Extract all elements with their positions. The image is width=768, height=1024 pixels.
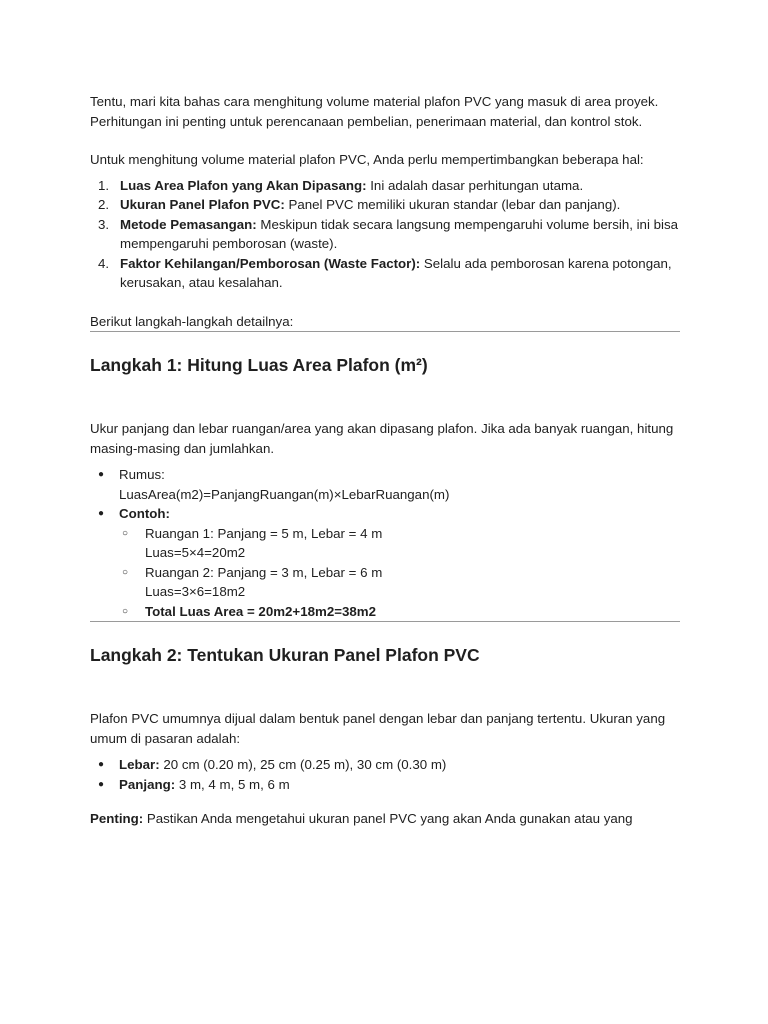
circle-bullet-icon: ○ (122, 527, 129, 539)
list-number: 2. (98, 197, 110, 212)
section1-list (90, 465, 680, 621)
example-line: Ruangan 2: Panjang = 3 m, Lebar = 6 m (145, 564, 383, 580)
penting-text: Pastikan Anda mengetahui ukuran panel PVC yang akan Anda gunakan atau yang (143, 811, 633, 826)
rumus-label: Rumus: (119, 467, 165, 482)
bullet-icon: ● (98, 508, 105, 519)
list-number: 1. (98, 177, 110, 193)
example-item (119, 563, 680, 602)
considerations-list (90, 176, 680, 293)
size-label: Panjang: (119, 776, 176, 792)
list-item (90, 254, 680, 293)
section2-paragraph: Plafon PVC umumnya dijual dalam bentuk panel dengan lebar dan panjang tertentu. Ukuran yang umum di pasaran adalah: (90, 711, 666, 746)
list-item (90, 775, 680, 795)
penting-label: Penting: (90, 811, 144, 826)
lead-paragraph: Untuk menghitung volume material plafon PVC, Anda perlu mempertimbangkan beberapa hal: (90, 152, 644, 167)
list-item (90, 176, 680, 196)
intro-paragraph: Tentu, mari kita bahas cara menghitung volume material plafon PVC yang masuk di area proyek. Perhitungan ini penting untuk perencanaan pembelian, penerimaan material, dan kontrol stok. (90, 94, 659, 129)
list-item-contoh (90, 504, 680, 621)
example-line: Ruangan 1: Panjang = 5 m, Lebar = 4 m (145, 525, 383, 541)
rumus-formula: LuasArea(m2)=PanjangRuangan(m)×LebarRuangan(m) (119, 486, 450, 502)
list-number: 3. (98, 216, 110, 232)
example-item (119, 524, 680, 563)
section1-paragraph: Ukur panjang dan lebar ruangan/area yang akan dipasang plafon. Jika ada banyak ruangan, hitung masing-masing dan jumlahkan. (90, 421, 674, 456)
section2-list (90, 755, 680, 794)
list-item-text: Ini adalah dasar perhitungan utama. (366, 177, 584, 193)
list-item-rumus (90, 465, 680, 504)
bullet-icon: ● (98, 778, 105, 790)
size-label: Lebar: (119, 757, 160, 772)
example-total (119, 602, 680, 622)
contoh-label: Contoh: (119, 506, 170, 521)
section1-heading: Langkah 1: Hitung Luas Area Plafon (m²) (90, 355, 428, 375)
section-divider (90, 621, 680, 622)
bullet-icon: ● (98, 759, 105, 770)
list-number: 4. (98, 255, 110, 271)
list-item-text: Selalu ada pemborosan karena potongan, kerusakan, atau kesalahan. (120, 255, 672, 290)
circle-bullet-icon: ○ (122, 566, 129, 578)
list-item (90, 215, 680, 254)
list-item-text: Panel PVC memiliki ukuran standar (lebar dan panjang). (284, 197, 621, 212)
list-item-title: Luas Area Plafon yang Akan Dipasang: (120, 177, 367, 193)
circle-bullet-icon: ○ (122, 605, 129, 617)
list-item-title: Faktor Kehilangan/Pemborosan (Waste Factor): (120, 255, 421, 271)
penting-paragraph (90, 809, 680, 829)
bullet-icon: ● (98, 469, 105, 480)
list-item (90, 195, 680, 215)
section-divider (90, 331, 680, 332)
list-item-title: Metode Pemasangan: (120, 216, 257, 232)
document-content (90, 92, 680, 829)
after-list-paragraph: Berikut langkah-langkah detailnya: (90, 313, 294, 329)
section2-heading: Langkah 2: Tentukan Ukuran Panel Plafon PVC (90, 645, 480, 665)
size-values: 3 m, 4 m, 5 m, 6 m (175, 776, 290, 792)
example-result: Luas=3×6=18m2 (145, 584, 246, 599)
list-item-text: Meskipun tidak secara langsung mempengaruhi volume bersih, ini bisa mempengaruhi pemborosan (waste). (120, 216, 678, 251)
total-area: Total Luas Area = 20m2+18m2=38m2 (145, 603, 376, 619)
list-item-title: Ukuran Panel Plafon PVC: (120, 197, 285, 212)
example-result: Luas=5×4=20m2 (145, 545, 246, 560)
examples-list (119, 524, 680, 622)
size-values: 20 cm (0.20 m), 25 cm (0.25 m), 30 cm (0.30 m) (159, 757, 447, 772)
list-item (90, 755, 680, 775)
